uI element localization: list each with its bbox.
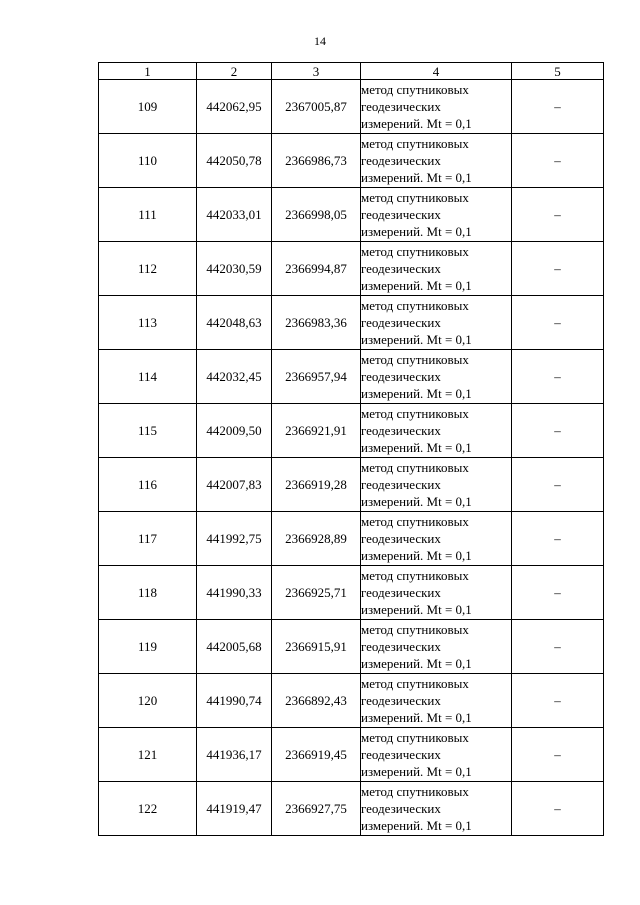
method-line: геодезических xyxy=(361,423,441,438)
method-line: геодезических xyxy=(361,531,441,546)
point-number: 118 xyxy=(99,566,197,620)
point-number: 115 xyxy=(99,404,197,458)
method-description xyxy=(361,782,512,836)
note-dash: – xyxy=(512,296,604,350)
coordinate-x: 442062,95 xyxy=(197,80,272,134)
method-line: метод спутниковых xyxy=(361,460,469,475)
coordinate-y: 2366915,91 xyxy=(272,620,361,674)
method-line: метод спутниковых xyxy=(361,190,469,205)
method-line: измерений. Mt = 0,1 xyxy=(361,656,472,671)
coordinate-y: 2366998,05 xyxy=(272,188,361,242)
method-line: метод спутниковых xyxy=(361,82,469,97)
table-row xyxy=(99,674,604,728)
note-dash: – xyxy=(512,80,604,134)
coordinate-y: 2366927,75 xyxy=(272,782,361,836)
point-number: 113 xyxy=(99,296,197,350)
method-line: геодезических xyxy=(361,99,441,114)
table-row xyxy=(99,728,604,782)
method-line: геодезических xyxy=(361,153,441,168)
coordinate-x: 442050,78 xyxy=(197,134,272,188)
header-col-1: 1 xyxy=(99,63,197,80)
note-dash: – xyxy=(512,134,604,188)
method-line: измерений. Mt = 0,1 xyxy=(361,440,472,455)
coordinate-y: 2366919,28 xyxy=(272,458,361,512)
coordinate-y: 2366925,71 xyxy=(272,566,361,620)
method-line: измерений. Mt = 0,1 xyxy=(361,494,472,509)
coordinate-x: 442032,45 xyxy=(197,350,272,404)
table-row xyxy=(99,782,604,836)
note-dash: – xyxy=(512,404,604,458)
coordinate-x: 441990,33 xyxy=(197,566,272,620)
point-number: 120 xyxy=(99,674,197,728)
note-dash: – xyxy=(512,512,604,566)
point-number: 119 xyxy=(99,620,197,674)
method-line: геодезических xyxy=(361,369,441,384)
table-row xyxy=(99,350,604,404)
table-row xyxy=(99,404,604,458)
method-line: метод спутниковых xyxy=(361,676,469,691)
method-line: измерений. Mt = 0,1 xyxy=(361,764,472,779)
method-line: геодезических xyxy=(361,477,441,492)
note-dash: – xyxy=(512,350,604,404)
method-line: метод спутниковых xyxy=(361,136,469,151)
method-line: геодезических xyxy=(361,693,441,708)
method-description xyxy=(361,674,512,728)
table-row xyxy=(99,80,604,134)
method-line: геодезических xyxy=(361,801,441,816)
table-row xyxy=(99,566,604,620)
point-number: 116 xyxy=(99,458,197,512)
method-line: измерений. Mt = 0,1 xyxy=(361,332,472,347)
method-line: измерений. Mt = 0,1 xyxy=(361,710,472,725)
note-dash: – xyxy=(512,566,604,620)
method-line: метод спутниковых xyxy=(361,406,469,421)
table-row xyxy=(99,620,604,674)
method-line: геодезических xyxy=(361,639,441,654)
method-line: измерений. Mt = 0,1 xyxy=(361,170,472,185)
note-dash: – xyxy=(512,728,604,782)
method-line: геодезических xyxy=(361,315,441,330)
note-dash: – xyxy=(512,620,604,674)
coordinate-x: 442030,59 xyxy=(197,242,272,296)
method-line: измерений. Mt = 0,1 xyxy=(361,548,472,563)
header-col-4: 4 xyxy=(361,63,512,80)
method-line: метод спутниковых xyxy=(361,352,469,367)
header-col-5: 5 xyxy=(512,63,604,80)
page-number: 14 xyxy=(314,34,326,48)
method-line: измерений. Mt = 0,1 xyxy=(361,278,472,293)
method-line: измерений. Mt = 0,1 xyxy=(361,602,472,617)
point-number: 117 xyxy=(99,512,197,566)
coordinate-y: 2366994,87 xyxy=(272,242,361,296)
method-description xyxy=(361,404,512,458)
coordinates-table xyxy=(98,62,604,836)
coordinate-y: 2367005,87 xyxy=(272,80,361,134)
method-description xyxy=(361,350,512,404)
method-description xyxy=(361,134,512,188)
coordinate-x: 441992,75 xyxy=(197,512,272,566)
point-number: 110 xyxy=(99,134,197,188)
coordinate-x: 441990,74 xyxy=(197,674,272,728)
table-row xyxy=(99,296,604,350)
header-col-2: 2 xyxy=(197,63,272,80)
method-line: метод спутниковых xyxy=(361,730,469,745)
point-number: 121 xyxy=(99,728,197,782)
table-row xyxy=(99,512,604,566)
method-description xyxy=(361,728,512,782)
note-dash: – xyxy=(512,674,604,728)
coordinate-y: 2366986,73 xyxy=(272,134,361,188)
table-row xyxy=(99,134,604,188)
method-line: измерений. Mt = 0,1 xyxy=(361,224,472,239)
method-description xyxy=(361,188,512,242)
point-number: 112 xyxy=(99,242,197,296)
coordinate-y: 2366892,43 xyxy=(272,674,361,728)
method-description xyxy=(361,512,512,566)
note-dash: – xyxy=(512,458,604,512)
method-description xyxy=(361,296,512,350)
method-description xyxy=(361,458,512,512)
table-row xyxy=(99,188,604,242)
point-number: 122 xyxy=(99,782,197,836)
coordinate-x: 442005,68 xyxy=(197,620,272,674)
note-dash: – xyxy=(512,242,604,296)
note-dash: – xyxy=(512,782,604,836)
method-line: измерений. Mt = 0,1 xyxy=(361,818,472,833)
method-description xyxy=(361,566,512,620)
coordinate-y: 2366921,91 xyxy=(272,404,361,458)
method-line: геодезических xyxy=(361,585,441,600)
note-dash: – xyxy=(512,188,604,242)
coordinate-y: 2366957,94 xyxy=(272,350,361,404)
coordinate-x: 442009,50 xyxy=(197,404,272,458)
point-number: 114 xyxy=(99,350,197,404)
table-row xyxy=(99,458,604,512)
point-number: 111 xyxy=(99,188,197,242)
method-line: измерений. Mt = 0,1 xyxy=(361,386,472,401)
header-row xyxy=(99,63,604,80)
coordinate-x: 442007,83 xyxy=(197,458,272,512)
coordinate-y: 2366919,45 xyxy=(272,728,361,782)
method-line: измерений. Mt = 0,1 xyxy=(361,116,472,131)
method-line: геодезических xyxy=(361,261,441,276)
method-line: геодезических xyxy=(361,207,441,222)
header-col-3: 3 xyxy=(272,63,361,80)
coordinate-y: 2366928,89 xyxy=(272,512,361,566)
method-description xyxy=(361,620,512,674)
point-number: 109 xyxy=(99,80,197,134)
method-line: метод спутниковых xyxy=(361,568,469,583)
method-line: метод спутниковых xyxy=(361,298,469,313)
method-line: метод спутниковых xyxy=(361,622,469,637)
coordinate-x: 442033,01 xyxy=(197,188,272,242)
coordinate-x: 442048,63 xyxy=(197,296,272,350)
coordinate-x: 441936,17 xyxy=(197,728,272,782)
method-description xyxy=(361,80,512,134)
method-line: геодезических xyxy=(361,747,441,762)
method-line: метод спутниковых xyxy=(361,244,469,259)
method-line: метод спутниковых xyxy=(361,514,469,529)
coordinate-x: 441919,47 xyxy=(197,782,272,836)
coordinate-y: 2366983,36 xyxy=(272,296,361,350)
method-line: метод спутниковых xyxy=(361,784,469,799)
table-row xyxy=(99,242,604,296)
method-description xyxy=(361,242,512,296)
